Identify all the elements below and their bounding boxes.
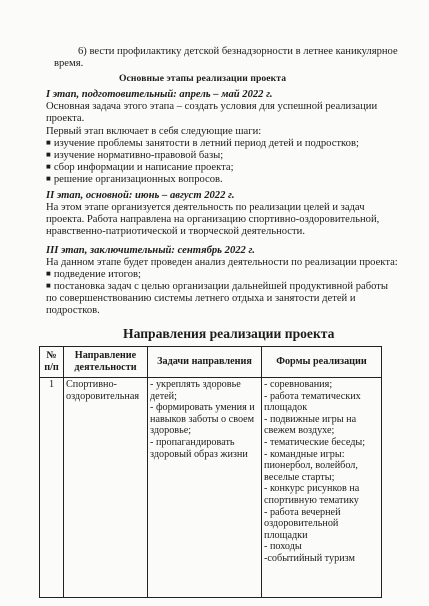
stages-heading: Основные этапы реализации проекта xyxy=(119,73,287,84)
stage1-bullet-4: ■ решение организационных вопросов. xyxy=(46,174,223,186)
table-row xyxy=(40,378,382,598)
header-direction: Направление деятельности xyxy=(64,347,148,378)
header-forms: Формы реализации xyxy=(262,347,382,378)
stage3-title: III этап, заключительный: сентябрь 2022 г. xyxy=(46,245,255,256)
task-item: - пропагандировать здоровый образ жизни xyxy=(150,436,248,460)
row-forms xyxy=(262,378,382,598)
form-item: - работа вечерней оздоровительной площадки xyxy=(264,506,341,541)
form-item: - тематические беседы; xyxy=(264,436,366,448)
directions-table xyxy=(39,346,382,598)
intro-line-1: 6) вести профилактику детской безнадзорности в летнее каникулярное xyxy=(78,46,398,57)
row-direction: Спортивно-оздоровительная xyxy=(64,378,148,598)
stage1-text-3: Первый этап включает в себя следующие шаги: xyxy=(46,126,262,137)
row-number: 1 xyxy=(40,378,64,598)
directions-heading: Направления реализации проекта xyxy=(123,326,335,341)
form-item: - походы xyxy=(264,541,302,553)
header-tasks: Задачи направления xyxy=(148,347,262,378)
form-item: - соревнования; xyxy=(264,379,333,390)
stage3-text-1: На данном этапе будет проведен анализ деятельности по реализации проекта: xyxy=(46,257,398,268)
form-item: - конкурс рисунков на спортивную тематику xyxy=(264,483,360,506)
stage3-bullet-2-line-1: ■ постановка задач с целью организации дальнейшей продуктивной работы xyxy=(46,281,388,293)
form-item: - работа тематических площадок xyxy=(264,390,361,414)
intro-line-2: время. xyxy=(54,58,84,69)
stage3-bullet-2-line-2: по совершенствованию системы летнего отдыха и занятости детей и xyxy=(46,293,356,304)
table-header-row xyxy=(40,347,382,378)
form-item: - подвижные игры на свежем воздухе; xyxy=(264,413,357,437)
row-tasks xyxy=(148,378,262,598)
stage1-title: I этап, подготовительный: апрель – май 2022 г. xyxy=(46,89,273,100)
stage2-line-1: На этом этапе организуется деятельность по реализации целей и задач xyxy=(46,202,365,213)
stage1-text-2: проекта. xyxy=(46,113,85,124)
header-number: № п/п xyxy=(40,347,64,378)
stage1-text-1: Основная задача этого этапа – создать условия для успешной реализации xyxy=(46,101,378,112)
stage2-line-3: нравственно-патриотической и творческой деятельности. xyxy=(46,226,305,237)
task-item: - формировать умения и навыков заботы о своем здоровье; xyxy=(150,402,255,437)
stage2-title: II этап, основной: июнь – август 2022 г. xyxy=(46,190,235,201)
form-item: - командные игры: пионербол, волейбол, веселые старты; xyxy=(264,448,358,483)
form-item: -событийный туризм xyxy=(264,552,355,564)
task-item: - укреплять здоровье детей; xyxy=(150,379,241,402)
stage1-bullet-1: ■ изучение проблемы занятости в летний период детей и подростков; xyxy=(46,138,359,150)
stage3-bullet-1: ■ подведение итогов; xyxy=(46,269,141,281)
stage1-bullet-3: ■ сбор информации и написание проекта; xyxy=(46,162,234,174)
stage1-bullet-2: ■ изучение нормативно-правовой базы; xyxy=(46,150,223,162)
stage2-line-2: проекта. Работа направлена на организацию спортивно-оздоровительной, xyxy=(46,214,380,225)
stage3-bullet-2-line-3: подростков. xyxy=(46,305,100,316)
